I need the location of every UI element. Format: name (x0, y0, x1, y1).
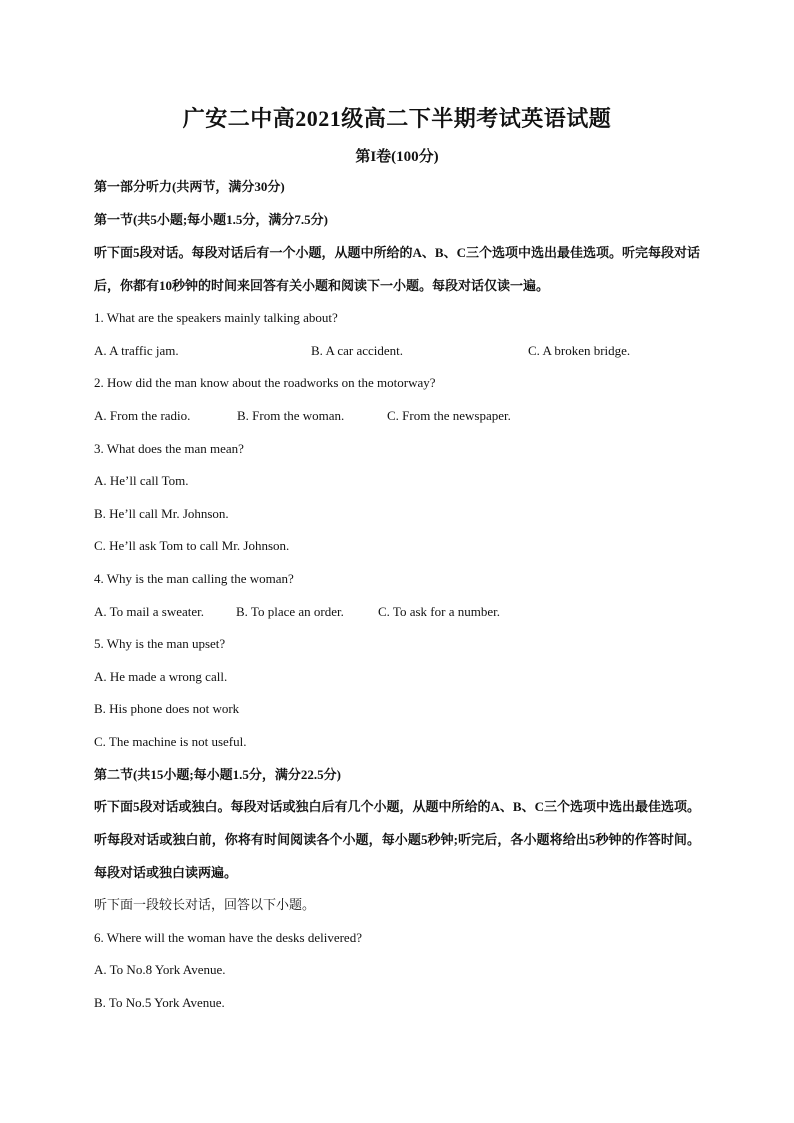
q6-stem: 6. Where will the woman have the desks delivered? (94, 930, 362, 945)
q4-stem: 4. Why is the man calling the woman? (94, 571, 294, 586)
section1-instructions: 听下面5段对话。每段对话后有一个小题，从题中所给的A、B、C三个选项中选出最佳选项。听完每段对话后，你都有10秒钟的时间来回答有关小题和阅读下一小题。每段对话仅读一遍。 (94, 245, 700, 293)
q5-option-c: C. The machine is not useful. (94, 734, 247, 749)
q2-option-b: B. From the woman. (237, 408, 345, 423)
q3-option-b: B. He’ll call Mr. Johnson. (94, 506, 229, 521)
section2-subinstruction: 听下面一段较长对话，回答以下小题。 (94, 897, 316, 912)
q4-option-b: B. To place an order. (236, 604, 344, 619)
section2-instructions: 听下面5段对话或独白。每段对话或独白后有几个小题，从题中所给的A、B、C三个选项中选出最佳选项。听每段对话或独白前，你将有时间阅读各个小题，每小题5秒钟;听完后，各小题将给出5秒钟的作答时间。每段对话或独白读两遍。 (94, 799, 700, 880)
q5-stem: 5. Why is the man upset? (94, 636, 226, 651)
q2-stem: 2. How did the man know about the roadworks on the motorway? (94, 375, 436, 390)
q3-stem: 3. What does the man mean? (94, 441, 244, 456)
section2-heading: 第二节(共15小题;每小题1.5分，满分22.5分) (94, 767, 341, 782)
part1-heading: 第一部分听力(共两节，满分30分) (94, 179, 285, 194)
q1-option-b: B. A car accident. (311, 343, 404, 358)
q1-option-c: C. A broken bridge. (528, 343, 631, 358)
paper-subtitle: 第I卷(100分) (355, 149, 439, 165)
q5-option-a: A. He made a wrong call. (94, 669, 228, 684)
q3-option-a: A. He’ll call Tom. (94, 473, 189, 488)
q3-option-c: C. He’ll ask Tom to call Mr. Johnson. (94, 538, 290, 553)
q2-option-c: C. From the newspaper. (387, 408, 511, 423)
section1-heading: 第一节(共5小题;每小题1.5分，满分7.5分) (94, 212, 328, 227)
q2-option-a: A. From the radio. (94, 408, 191, 423)
q4-option-a: A. To mail a sweater. (94, 604, 205, 619)
q4-option-c: C. To ask for a number. (378, 604, 500, 619)
exam-title: 广安二中高2021级高二下半期考试英语试题 (182, 106, 612, 131)
q6-option-a: A. To No.8 York Avenue. (94, 962, 226, 977)
q6-option-b: B. To No.5 York Avenue. (94, 995, 225, 1010)
q5-option-b: B. His phone does not work (94, 701, 240, 716)
q1-option-a: A. A traffic jam. (94, 343, 179, 358)
q1-stem: 1. What are the speakers mainly talking about? (94, 310, 338, 325)
